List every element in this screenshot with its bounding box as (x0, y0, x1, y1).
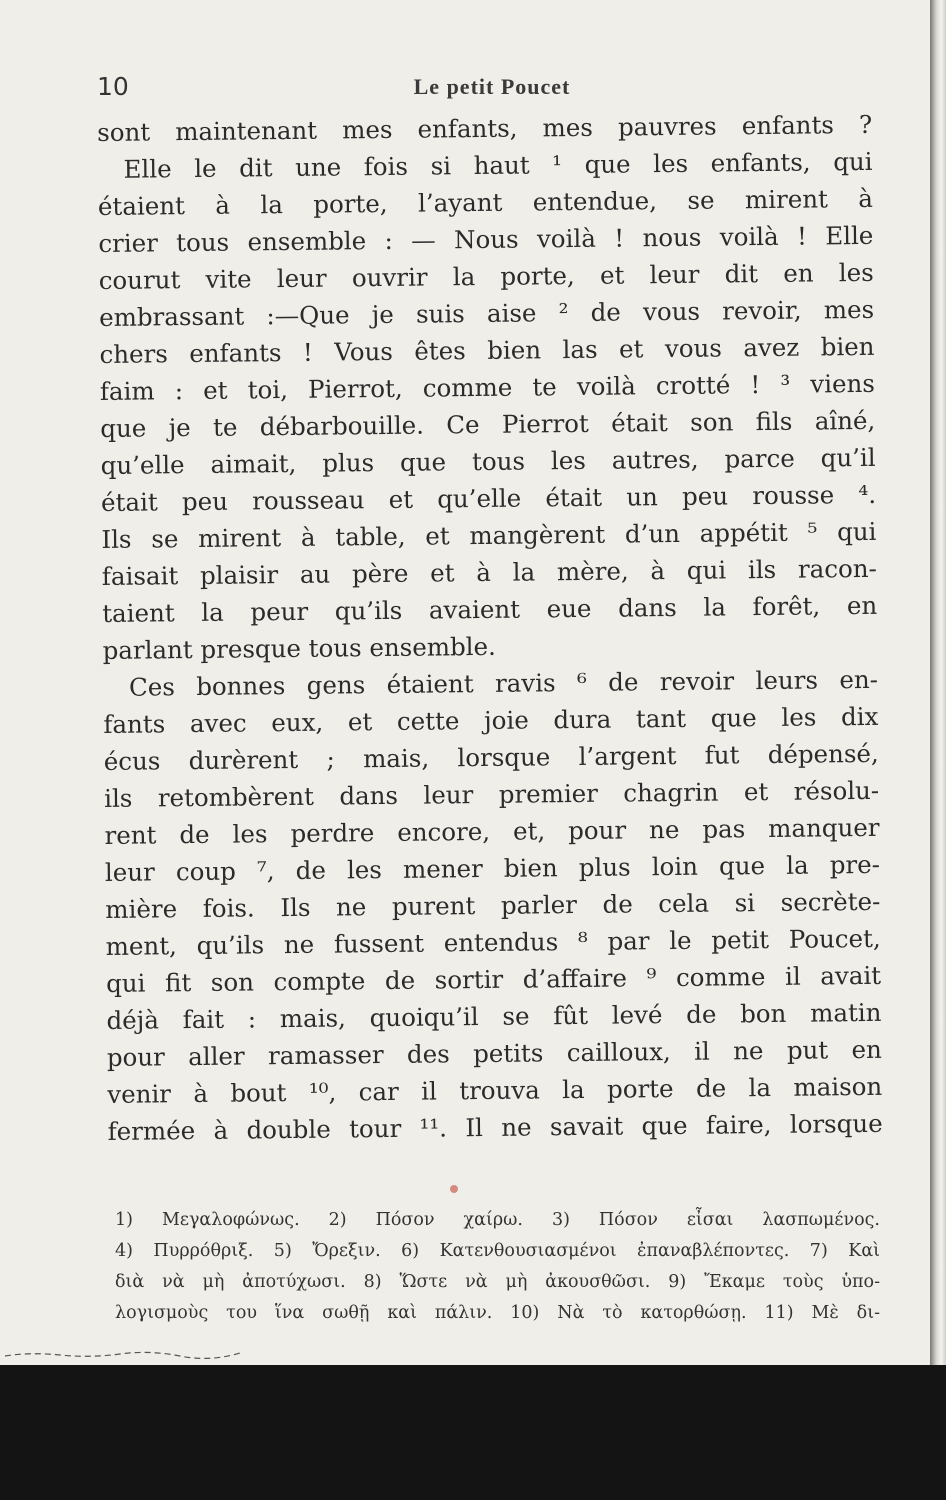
body-text (97, 106, 883, 1150)
text-line: crier tous ensemble : — Nous voilà ! nous voilà ! Elle (98, 220, 874, 258)
text-line: que je te débarbouille. Ce Pierrot était son fils aîné, (100, 405, 876, 443)
footnotes (115, 1205, 880, 1329)
scan-background (0, 1365, 946, 1500)
text-line: fants avec eux, et cette joie dura tant que les dix (103, 701, 879, 739)
text-line: Elle le dit une fois si haut ¹ que les enfants, qui (123, 146, 873, 184)
footnote-line: 4) Πυρρόθριξ. 5) Ὄρεξιν. 6) Κατενθουσιασμένοι ἐπαναβλέποντες. 7) Καὶ (115, 1241, 880, 1261)
footnote-line: λογισμοὺς του ἵνα σωθῇ καὶ πάλιν. 10) Νὰ τὸ κατορθώσῃ. 11) Μὲ δι- (115, 1303, 880, 1323)
text-line: sont maintenant mes enfants, mes pauvres enfants ? (97, 109, 873, 147)
text-line: courut vite leur ouvrir la porte, et leur dit en les (98, 257, 874, 295)
text-line: leur coup ⁷, de les mener bien plus loin que la pre- (104, 849, 881, 887)
text-line: fermée à double tour ¹¹. Il ne savait que faire, lorsque (107, 1108, 883, 1146)
ink-dot (450, 1185, 458, 1193)
text-line: qu’elle aimait, plus que tous les autres, parce qu’il (100, 442, 876, 480)
text-line: pour aller ramasser des petits cailloux, il ne put en (106, 1034, 882, 1072)
text-line: déjà fait : mais, quoiqu’il se fût levé de bon matin (106, 997, 882, 1035)
page-edge (930, 0, 946, 1500)
text-line: Ces bonnes gens étaient ravis ⁶ de revoir leurs en- (128, 664, 879, 702)
text-line: taient la peur qu’ils avaient eue dans la forêt, en (102, 590, 878, 628)
text-line: faisait plaisir au père et à la mère, à qui ils racon- (101, 553, 877, 591)
text-line: était peu rousseau et qu’elle était un peu rousse ⁴. (100, 479, 877, 517)
text-line: parlant presque tous ensemble. (102, 631, 496, 665)
text-line: mière fois. Ils ne purent parler de cela si secrète- (105, 886, 881, 924)
text-line: rent de les perdre encore, et, pour ne pas manquer (104, 812, 880, 850)
running-title: Le petit Poucet (413, 74, 571, 99)
text-line: venir à bout ¹⁰, car il trouva la porte de la maison (107, 1071, 883, 1109)
text-line: écus durèrent ; mais, lorsque l’argent fut dépensé, (103, 738, 879, 776)
text-line: étaient à la porte, l’ayant entendue, se mirent à (97, 183, 874, 221)
text-line: qui fit son compte de sortir d’affaire ⁹ comme il avait (105, 960, 882, 998)
text-line: ment, qu’ils ne fussent entendus ⁸ par le petit Poucet, (105, 923, 881, 961)
text-line: chers enfants ! Vous êtes bien las et vous avez bien (99, 331, 875, 369)
text-line: embrassant :—Que je suis aise ² de vous revoir, mes (98, 294, 875, 332)
text-line: Ils se mirent à table, et mangèrent d’un appétit ⁵ qui (101, 516, 877, 554)
pencil-scribble (0, 1348, 270, 1360)
text-line: ils retombèrent dans leur premier chagrin et résolu- (104, 775, 880, 813)
text-line: faim : et toi, Pierrot, comme te voilà crotté ! ³ viens (99, 368, 876, 406)
footnote-line: διὰ νὰ μὴ ἀποτύχωσι. 8) Ὥστε νὰ μὴ ἀκουσθῶσι. 9) Ἔκαμε τοὺς ὑπο- (115, 1272, 880, 1292)
footnote-line: 1) Μεγαλοφώνως. 2) Πόσον χαίρω. 3) Πόσον εἶσαι λασπωμένος. (115, 1210, 880, 1230)
page-number: 10 (97, 72, 129, 101)
